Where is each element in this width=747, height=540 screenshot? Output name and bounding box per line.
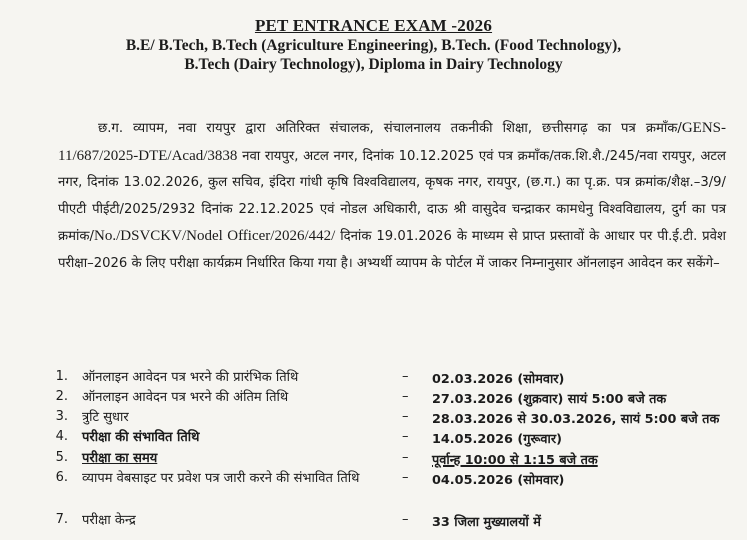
notice-paragraph [58, 115, 726, 277]
schedule-row [0, 369, 747, 389]
row-number: 2. [55, 389, 68, 404]
schedule-row [0, 470, 747, 506]
row-dash: – [402, 470, 409, 485]
row-label: ऑनलाइन आवेदन पत्र भरने की अंतिम तिथि [82, 390, 289, 405]
row-label: परीक्षा केन्द्र [82, 513, 136, 528]
row-dash: – [402, 512, 409, 527]
exam-title: PET ENTRANCE EXAM -2026 [254, 16, 493, 35]
row-number: 5. [55, 450, 68, 465]
schedule-row [0, 512, 747, 532]
letter-ref-1: GENS-11/687/2025-DTE/Acad/3838 [58, 120, 726, 164]
row-value: 33 जिला मुख्यालयों में [432, 515, 541, 530]
row-value: 14.05.2026 (गुरूवार) [432, 432, 562, 447]
row-value: 02.03.2026 (सोमवार) [432, 372, 565, 387]
row-value: पूर्वान्ह 10:00 से 1:15 बजे तक [432, 453, 598, 468]
paragraph-text-3: दिनांक 19.01.2026 के माध्यम से प्राप्त प्रस्तावों के आधार पर पी.ई.टी. प्रवेश परीक्षा–2026 के लिए परीक्षा कार्यक्रम निर्धारित किया गया है। अभ्यर्थी व्यापम के पोर्टल में जाकर निम्नानुसार ऑनलाइन आवेदन कर सकेंगे– [58, 229, 726, 271]
row-value: 28.03.2026 से 30.03.2026, सायं 5:00 बजे तक [432, 412, 720, 427]
row-label: परीक्षा का समय [82, 451, 158, 466]
row-value: 27.03.2026 (शुक्रवार) सायं 5:00 बजे तक [432, 392, 667, 407]
schedule-row [0, 450, 747, 470]
schedule-row [0, 389, 747, 409]
row-number: 4. [55, 429, 68, 444]
row-dash: – [402, 450, 409, 465]
row-number: 6. [55, 470, 68, 485]
row-dash: – [402, 409, 409, 424]
row-number: 3. [55, 409, 68, 424]
course-line-1: B.E/ B.Tech, B.Tech (Agriculture Engineering), B.Tech. (Food Technology), [125, 37, 622, 54]
row-label: परीक्षा की संभावित तिथि [82, 430, 200, 445]
schedule-row [0, 409, 747, 429]
row-label: व्यापम वेबसाइट पर प्रवेश पत्र जारी करने की संभावित तिथि [82, 471, 360, 486]
paragraph-text-2: नवा रायपुर, अटल नगर, दिनांक 10.12.2025 एवं पत्र क्रमाँक/तक.शि.शै./245/नवा रायपुर, अटल नगर, दिनांक 13.02.2026, कुल सचिव, इंदिरा गांधी कृषि विश्वविद्यालय, कृषक नगर, रायपुर, (छ.ग.) का पृ.क्र. पत्र क्रमांक/शैक्ष.–3/9/पीएटी पीईटी/2025/2932 दिनांक 22.12.2025 एवं नोडल अधिकारी, दाऊ श्री वासुदेव चन्द्राकर कामधेनु विश्वविद्यालय, दुर्ग का पत्र क्रमांक/ [58, 148, 726, 244]
paragraph-text-1: छ.ग. व्यापम, नवा रायपुर द्वारा अतिरिक्त संचालक, संचालनालय तकनीकी शिक्षा, छत्तीसगढ़ का पत्र क्रमाँक/ [98, 121, 682, 136]
row-number: 7. [55, 512, 68, 527]
course-line-2: B.Tech (Dairy Technology), Diploma in Dairy Technology [184, 56, 563, 73]
schedule-row [0, 429, 747, 449]
row-dash: – [402, 429, 409, 444]
row-value: 04.05.2026 (सोमवार) [432, 473, 565, 488]
row-dash: – [402, 389, 409, 404]
row-dash: – [402, 369, 409, 384]
row-label: त्रुटि सुधार [82, 410, 129, 425]
letter-ref-2: No./DSVCKV/Nodel Officer/2026/442/ [94, 228, 336, 244]
row-number: 1. [55, 369, 68, 384]
row-label: ऑनलाइन आवेदन पत्र भरने की प्रारंभिक तिथि [82, 370, 299, 385]
